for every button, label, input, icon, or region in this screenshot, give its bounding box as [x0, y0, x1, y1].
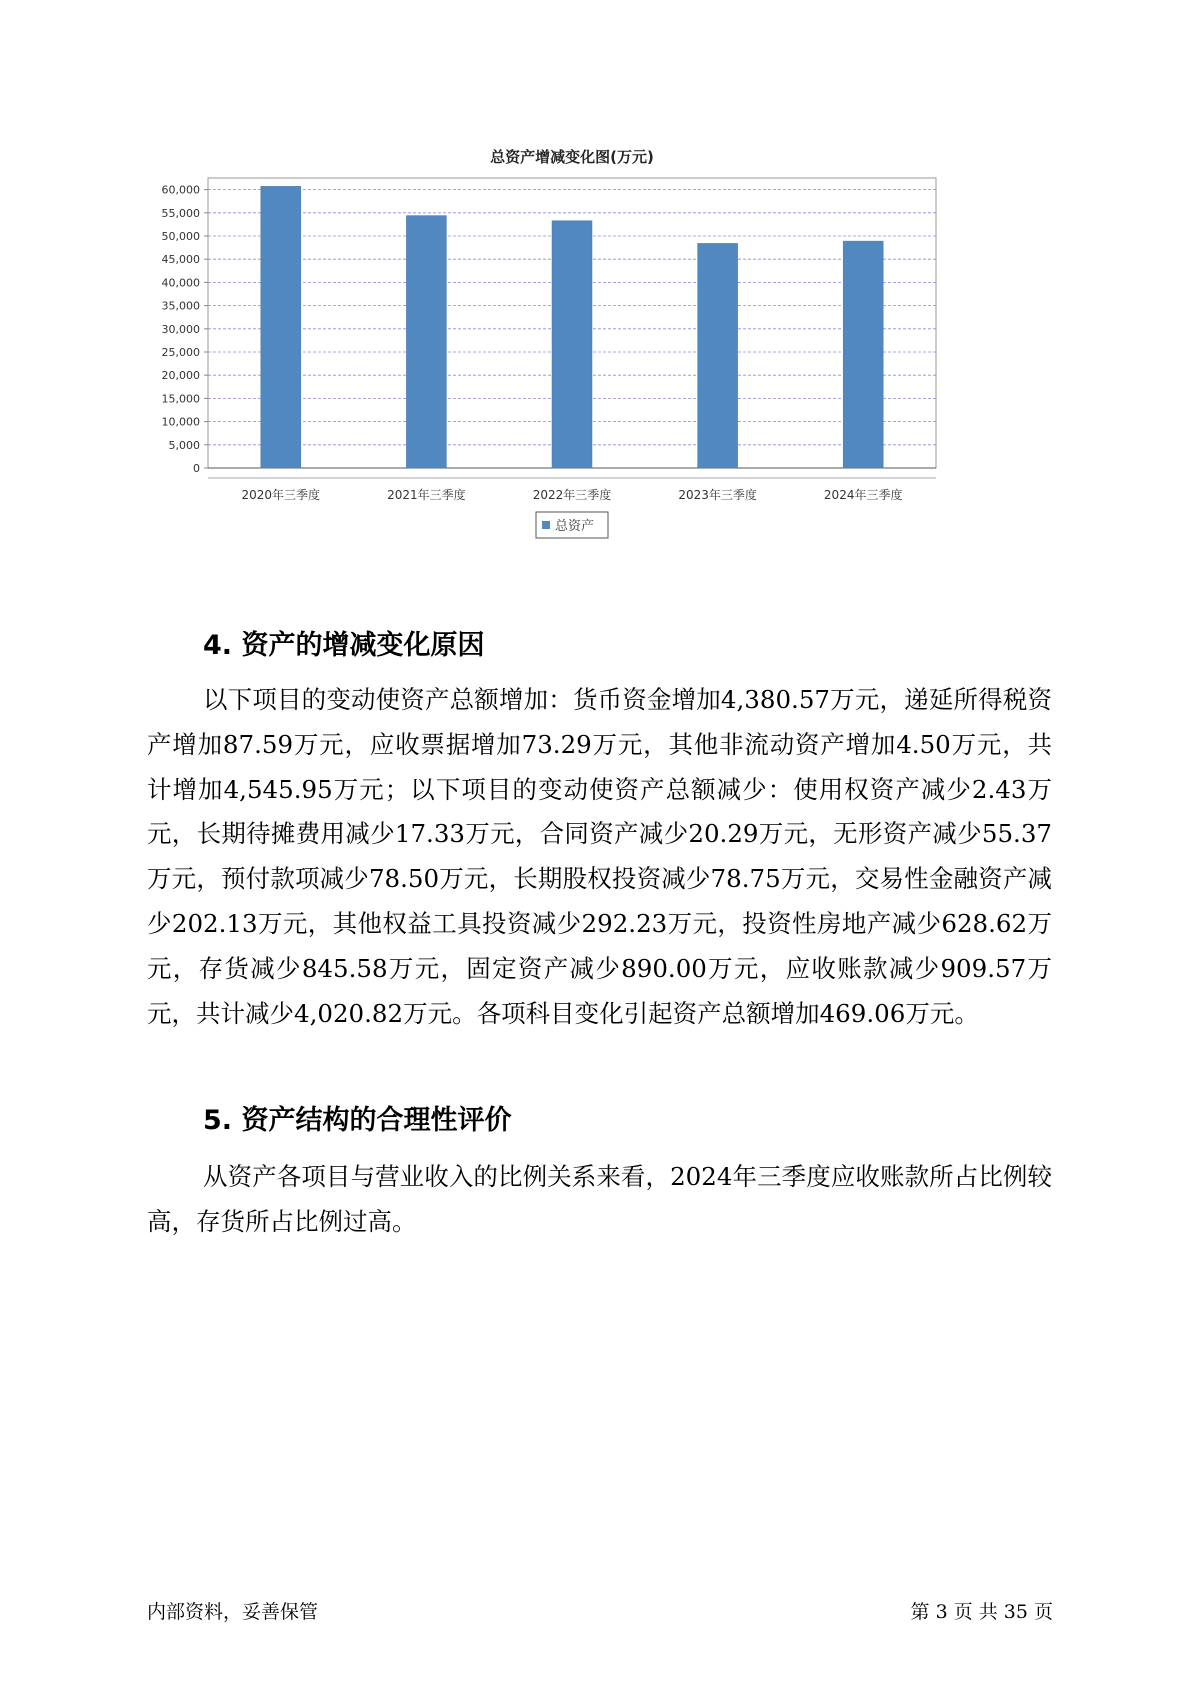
x-tick-label: 2022年三季度 — [532, 488, 612, 502]
y-tick-label: 40,000 — [161, 276, 200, 290]
x-tick-label: 2024年三季度 — [823, 488, 903, 502]
total-assets-bar-chart — [140, 140, 1040, 595]
section-4-title: 4. 资产的增减变化原因 — [203, 630, 485, 661]
legend-label: 总资产 — [555, 519, 595, 534]
bar-4 — [698, 243, 738, 468]
y-tick-label: 30,000 — [161, 322, 200, 336]
section-5-title: 5. 资产结构的合理性评价 — [203, 1105, 512, 1136]
section-5-paragraph: 从资产各项目与营业收入的比例关系来看，2024年三季度应收账款所占比例较高，存货所占比例过高。 — [147, 1162, 1052, 1236]
y-tick-label: 20,000 — [161, 369, 200, 383]
y-tick-label: 25,000 — [161, 346, 200, 359]
y-tick-label: 0 — [193, 462, 200, 475]
y-tick-label: 50,000 — [161, 230, 200, 243]
bar-3 — [552, 221, 592, 468]
y-tick-label: 45,000 — [161, 253, 200, 267]
section-4-paragraph: 以下项目的变动使资产总额增加：货币资金增加4,380.57万元，递延所得税资产增加87.59万元，应收票据增加73.29万元，其他非流动资产增加4.50万元，共计增加4,545.95万元；以下项目的变动使资产总额减少：使用权资产减少2.43万元，长期待摊费用减少17.33万元，合同资产减少20.29万元，无形资产减少55.37万元，预付款项减少78.50万元，长期股权投资减少78.75万元，交易性金融资产减少202.13万元，其他权益工具投资减少292.23万元，投资性房地产减少628.62万元，存货减少845.58万元，固定资产减少890.00万元，应收账款减少909.57万元，共计减少4,020.82万元。各项科目变化引起资产总额增加469.06万元。 — [147, 685, 1052, 1028]
bar-2 — [406, 216, 446, 468]
bar-5 — [843, 241, 883, 468]
y-tick-label: 15,000 — [161, 392, 200, 406]
y-tick-label: 55,000 — [161, 206, 200, 220]
y-tick-label: 35,000 — [161, 299, 200, 313]
footer-confidential-note: 内部资料，妥善保管 — [147, 1601, 319, 1623]
chart-title: 总资产增减变化图(万元) — [490, 148, 654, 166]
x-tick-label: 2023年三季度 — [678, 488, 757, 502]
total-assets-chart — [140, 140, 1040, 595]
x-tick-label: 2021年三季度 — [387, 488, 466, 502]
y-tick-label: 60,000 — [161, 183, 200, 197]
legend-swatch — [542, 521, 550, 529]
x-tick-label: 2020年三季度 — [241, 488, 321, 502]
y-tick-label: 5,000 — [168, 438, 200, 452]
footer-page-number: 第 3 页 共 35 页 — [910, 1601, 1053, 1623]
y-tick-label: 10,000 — [161, 415, 200, 429]
bar-1 — [261, 186, 301, 468]
